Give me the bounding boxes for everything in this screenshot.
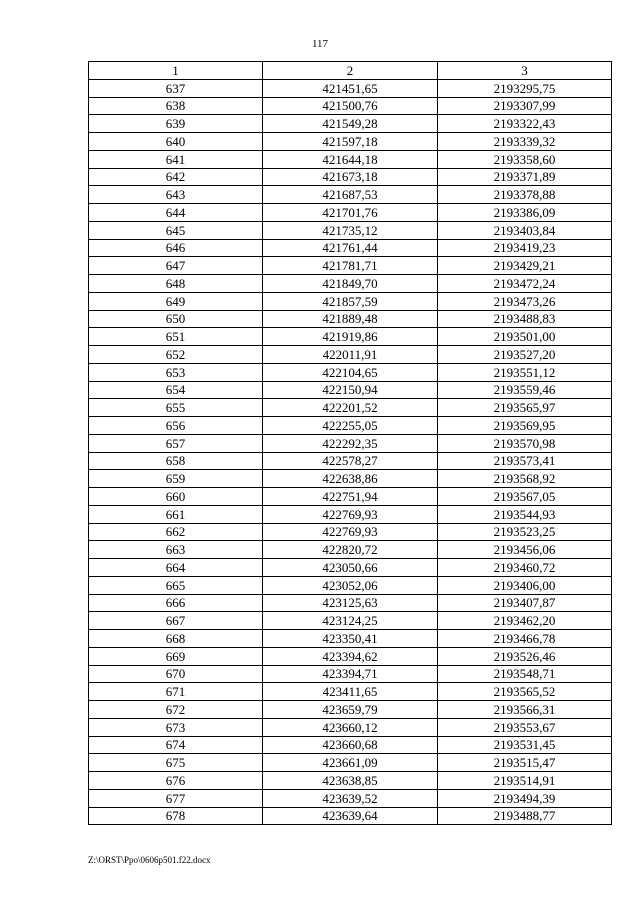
table-row <box>89 115 612 133</box>
table-row <box>89 594 612 612</box>
table-cell: 2193527,20 <box>438 346 612 364</box>
table-cell: 637 <box>89 79 263 97</box>
table-cell: 2193488,77 <box>438 807 612 825</box>
table-row <box>89 399 612 417</box>
table-cell: 2193570,98 <box>438 434 612 452</box>
table-row <box>89 221 612 239</box>
table-cell: 421889,48 <box>263 310 438 328</box>
table-cell: 422769,93 <box>263 523 438 541</box>
table-cell: 422578,27 <box>263 452 438 470</box>
table-cell: 657 <box>89 434 263 452</box>
table-cell: 659 <box>89 470 263 488</box>
table-cell: 423394,71 <box>263 665 438 683</box>
table-cell: 2193559,46 <box>438 381 612 399</box>
table-cell: 673 <box>89 718 263 736</box>
table-row <box>89 789 612 807</box>
table-header <box>89 62 612 80</box>
table-cell: 2193548,71 <box>438 665 612 683</box>
table-cell: 655 <box>89 399 263 417</box>
table-cell: 649 <box>89 292 263 310</box>
table-cell: 663 <box>89 541 263 559</box>
table-cell: 639 <box>89 115 263 133</box>
table-cell: 2193544,93 <box>438 505 612 523</box>
table-cell: 421549,28 <box>263 115 438 133</box>
table-row <box>89 612 612 630</box>
table-cell: 656 <box>89 417 263 435</box>
table-cell: 671 <box>89 683 263 701</box>
table-row <box>89 488 612 506</box>
table-cell: 423660,68 <box>263 736 438 754</box>
table-row <box>89 204 612 222</box>
table-cell: 2193515,47 <box>438 754 612 772</box>
table-cell: 2193473,26 <box>438 292 612 310</box>
table-cell: 421644,18 <box>263 150 438 168</box>
table-cell: 676 <box>89 772 263 790</box>
table-cell: 672 <box>89 701 263 719</box>
table-cell: 422011,91 <box>263 346 438 364</box>
table-cell: 642 <box>89 168 263 186</box>
table-cell: 421781,71 <box>263 257 438 275</box>
table-cell: 2193488,83 <box>438 310 612 328</box>
table-row <box>89 363 612 381</box>
table-row <box>89 346 612 364</box>
table-row <box>89 736 612 754</box>
table-cell: 2193378,88 <box>438 186 612 204</box>
table-body <box>89 79 612 825</box>
table-cell: 2193523,25 <box>438 523 612 541</box>
table-cell: 2193371,89 <box>438 168 612 186</box>
table-cell: 423638,85 <box>263 772 438 790</box>
table-cell: 421500,76 <box>263 97 438 115</box>
table-cell: 2193403,84 <box>438 221 612 239</box>
table-cell: 422201,52 <box>263 399 438 417</box>
page-number: 117 <box>311 38 329 50</box>
table-cell: 421761,44 <box>263 239 438 257</box>
table-cell: 2193466,78 <box>438 630 612 648</box>
table-cell: 423394,62 <box>263 647 438 665</box>
table-cell: 2193553,67 <box>438 718 612 736</box>
table-cell: 654 <box>89 381 263 399</box>
table-cell: 423639,52 <box>263 789 438 807</box>
table-row <box>89 452 612 470</box>
table-cell: 421735,12 <box>263 221 438 239</box>
table-cell: 2193514,91 <box>438 772 612 790</box>
table-cell: 677 <box>89 789 263 807</box>
table-cell: 2193472,24 <box>438 275 612 293</box>
column-header: 1 <box>89 62 263 80</box>
table-cell: 669 <box>89 647 263 665</box>
table-row <box>89 683 612 701</box>
table-row <box>89 576 612 594</box>
table-row <box>89 541 612 559</box>
table-cell: 670 <box>89 665 263 683</box>
table-cell: 422104,65 <box>263 363 438 381</box>
table-cell: 421919,86 <box>263 328 438 346</box>
table-cell: 421687,53 <box>263 186 438 204</box>
table-row <box>89 133 612 151</box>
table-cell: 2193429,21 <box>438 257 612 275</box>
table-row <box>89 79 612 97</box>
table-cell: 423052,06 <box>263 576 438 594</box>
table-row <box>89 275 612 293</box>
table-cell: 666 <box>89 594 263 612</box>
table-cell: 661 <box>89 505 263 523</box>
table-row <box>89 772 612 790</box>
table-cell: 422751,94 <box>263 488 438 506</box>
table-row <box>89 97 612 115</box>
table-row <box>89 665 612 683</box>
table-row <box>89 523 612 541</box>
table-row <box>89 754 612 772</box>
table-cell: 2193566,31 <box>438 701 612 719</box>
table-row <box>89 647 612 665</box>
table-cell: 2193456,06 <box>438 541 612 559</box>
table-cell: 2193460,72 <box>438 559 612 577</box>
table-cell: 2193406,00 <box>438 576 612 594</box>
table-cell: 2193569,95 <box>438 417 612 435</box>
table-cell: 643 <box>89 186 263 204</box>
table-cell: 647 <box>89 257 263 275</box>
table-row <box>89 470 612 488</box>
table-row <box>89 505 612 523</box>
table-row <box>89 292 612 310</box>
table-row <box>89 257 612 275</box>
table-row <box>89 417 612 435</box>
table-cell: 2193462,20 <box>438 612 612 630</box>
table-row <box>89 239 612 257</box>
table-cell: 653 <box>89 363 263 381</box>
table-cell: 668 <box>89 630 263 648</box>
table-cell: 2193573,41 <box>438 452 612 470</box>
table-cell: 421597,18 <box>263 133 438 151</box>
table-row <box>89 328 612 346</box>
table-cell: 652 <box>89 346 263 364</box>
table-cell: 423659,79 <box>263 701 438 719</box>
table-cell: 2193386,09 <box>438 204 612 222</box>
table-cell: 423411,65 <box>263 683 438 701</box>
table-cell: 423125,63 <box>263 594 438 612</box>
column-header: 2 <box>263 62 438 80</box>
table-cell: 423350,41 <box>263 630 438 648</box>
table-cell: 674 <box>89 736 263 754</box>
table-cell: 423660,12 <box>263 718 438 736</box>
table-cell: 2193551,12 <box>438 363 612 381</box>
table-cell: 2193526,46 <box>438 647 612 665</box>
table-cell: 2193407,87 <box>438 594 612 612</box>
table-cell: 658 <box>89 452 263 470</box>
table-cell: 421701,76 <box>263 204 438 222</box>
table-cell: 422292,35 <box>263 434 438 452</box>
table-cell: 421673,18 <box>263 168 438 186</box>
table-cell: 2193501,00 <box>438 328 612 346</box>
table-cell: 423050,66 <box>263 559 438 577</box>
table-cell: 2193565,52 <box>438 683 612 701</box>
table-cell: 664 <box>89 559 263 577</box>
table-row <box>89 630 612 648</box>
header-row <box>89 62 612 80</box>
table-cell: 422150,94 <box>263 381 438 399</box>
table-cell: 644 <box>89 204 263 222</box>
table-cell: 422820,72 <box>263 541 438 559</box>
table-cell: 675 <box>89 754 263 772</box>
table-cell: 2193358,60 <box>438 150 612 168</box>
table-row <box>89 434 612 452</box>
table-cell: 665 <box>89 576 263 594</box>
table-cell: 423639,64 <box>263 807 438 825</box>
table-row <box>89 150 612 168</box>
coordinates-table <box>88 61 612 825</box>
table-cell: 640 <box>89 133 263 151</box>
table-cell: 2193419,23 <box>438 239 612 257</box>
table-cell: 662 <box>89 523 263 541</box>
table-cell: 421451,65 <box>263 79 438 97</box>
table-cell: 421857,59 <box>263 292 438 310</box>
table-cell: 646 <box>89 239 263 257</box>
table-row <box>89 168 612 186</box>
table-cell: 2193494,39 <box>438 789 612 807</box>
table-cell: 423661,09 <box>263 754 438 772</box>
table-cell: 650 <box>89 310 263 328</box>
table-cell: 422769,93 <box>263 505 438 523</box>
table-cell: 423124,25 <box>263 612 438 630</box>
table-row <box>89 701 612 719</box>
table-cell: 422638,86 <box>263 470 438 488</box>
table-cell: 678 <box>89 807 263 825</box>
table-row <box>89 807 612 825</box>
table-cell: 2193322,43 <box>438 115 612 133</box>
table-row <box>89 381 612 399</box>
table-row <box>89 559 612 577</box>
column-header: 3 <box>438 62 612 80</box>
table-cell: 2193295,75 <box>438 79 612 97</box>
table-cell: 2193339,32 <box>438 133 612 151</box>
table-cell: 2193531,45 <box>438 736 612 754</box>
table-cell: 651 <box>89 328 263 346</box>
table-cell: 660 <box>89 488 263 506</box>
table-cell: 641 <box>89 150 263 168</box>
table-cell: 638 <box>89 97 263 115</box>
table-row <box>89 310 612 328</box>
table-row <box>89 186 612 204</box>
table-cell: 422255,05 <box>263 417 438 435</box>
footer-file-path: Z:\ORST\Ppo\0606p501.f22.docx <box>88 855 211 865</box>
table-cell: 667 <box>89 612 263 630</box>
table-cell: 2193567,05 <box>438 488 612 506</box>
table-cell: 2193568,92 <box>438 470 612 488</box>
table-cell: 2193565,97 <box>438 399 612 417</box>
table-cell: 645 <box>89 221 263 239</box>
table-cell: 648 <box>89 275 263 293</box>
table-cell: 2193307,99 <box>438 97 612 115</box>
table-row <box>89 718 612 736</box>
table-cell: 421849,70 <box>263 275 438 293</box>
